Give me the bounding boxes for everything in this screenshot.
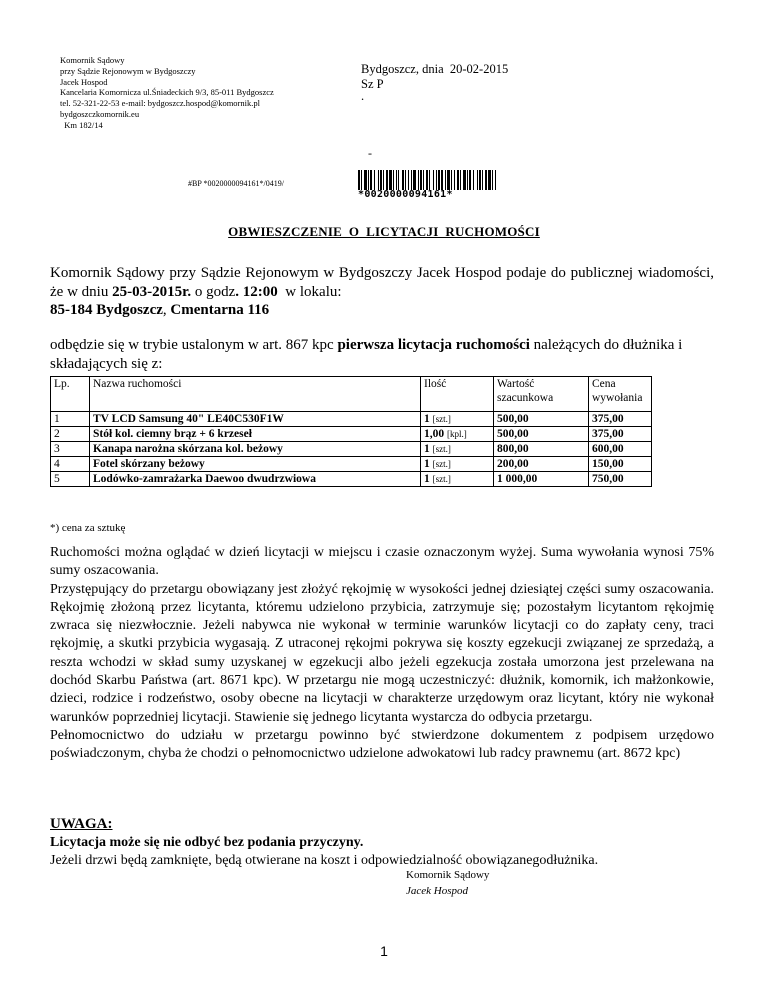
terms-paragraph: Przystępujący do przetargu obowiązany jest złożyć rękojmię w wysokości jednej dziesiątej części sumy oszacowania. Rękojmię złożoną przez licytanta, któremu udzielono przybicia, zatrzymuje się; pozostałym licytantom rękojmię zwraca się niezwłocznie. Jeżeli nabywca nie wykonał w terminie warunków licytacji co do zapłaty ceny, traci rękojmię, a skutki przybicia wygasają. Z utraconej rękojmi pokrywa się koszty egzekucji związanej ze sprzedażą, a reszta wchodzi w skład sumy uzyskanej w egzekucji albo jeżeli egzekucja została umorzona jest przelewana na dochód Skarbu Państwa (art. 8671 kpc). W przetargu nie mogą uczestniczyć: dłużnik, komornik, ich małżonkowie, dzieci, rodzice i rodzeństwo, osoby obecne na licytacji w charakterze urzędowym oraz licytant, który nie wykonał warunków poprzedniej licytacji. Stawienie się jednego licytanta wystarcza do odbycia przetargu. — [50, 581, 714, 725]
barcode — [358, 170, 498, 200]
location-separator: , — [162, 302, 171, 318]
cell-lp: 3 — [51, 442, 90, 457]
items-table — [50, 376, 652, 487]
cell-value: 500,00 — [494, 427, 589, 442]
barcode-bar — [429, 170, 430, 191]
barcode-bar — [413, 170, 416, 191]
barcode-bar — [420, 170, 422, 191]
cell-qty — [421, 472, 494, 487]
office-line: Jacek Hospod — [60, 76, 108, 87]
qty-unit: [szt.] — [432, 444, 451, 454]
header-value: Wartość szacunkowa — [494, 377, 589, 412]
cell-price: 600,00 — [589, 442, 652, 457]
barcode-bar — [477, 170, 478, 191]
barcode-bar — [469, 170, 471, 191]
cell-price: 750,00 — [589, 472, 652, 487]
auction-time: . 12:00 — [235, 283, 278, 300]
table-row — [51, 427, 652, 442]
table-header-row — [51, 377, 652, 412]
intro-text: Komornik Sądowy przy Sądzie Rejonowym w Bydgoszczy Jacek Hospod podaje do publicznej wiadomości, że w dniu — [50, 265, 714, 300]
intro-text: należących do dłużnika i składających się z: — [50, 337, 683, 372]
office-header — [60, 55, 274, 131]
barcode-bar — [441, 170, 443, 191]
reference: Sz P — [361, 77, 384, 91]
terms-text — [50, 544, 714, 764]
barcode-bar — [454, 170, 455, 191]
barcode-bar — [436, 170, 437, 191]
place-date-block — [361, 62, 509, 103]
barcode-bar — [408, 170, 409, 191]
barcode-bar — [460, 170, 461, 191]
cell-name: TV LCD Samsung 40" LE40C530F1W — [90, 412, 421, 427]
header-qty: Ilość — [421, 377, 494, 412]
table-row — [51, 442, 652, 457]
qty-value: 1 — [424, 473, 430, 485]
barcode-bar — [358, 170, 360, 191]
header-name: Nazwa ruchomości — [90, 377, 421, 412]
barcode-bar — [418, 170, 419, 191]
qty-value: 1 — [424, 443, 430, 455]
cell-qty — [421, 412, 494, 427]
bp-code: #BP *0020000094161*/0419/ — [188, 179, 284, 188]
cell-name: Stół kol. ciemny brąz + 6 krzeseł — [90, 427, 421, 442]
terms-paragraph: Pełnomocnictwo do udziału w przetargu powinno być stwierdzone dokumentem z podpisem urzędowo poświadczonym, chyba że chodzi o pełnomocnictwo udzielone adwokatowi lub radcy prawnemu (art. 8672 kpc) — [50, 727, 714, 762]
barcode-bar — [467, 170, 468, 191]
barcode-bar — [378, 170, 379, 191]
barcode-bar — [402, 170, 404, 191]
barcode-bar — [405, 170, 406, 191]
barcode-bar — [438, 170, 440, 191]
barcode-bar — [393, 170, 394, 191]
cell-qty — [421, 442, 494, 457]
cell-lp: 2 — [51, 427, 90, 442]
barcode-bar — [389, 170, 392, 191]
barcode-bar — [374, 170, 375, 191]
cell-qty — [421, 427, 494, 442]
separator-dash: - — [368, 146, 372, 160]
cell-name: Lodówko-zamrażarka Daewoo dwudrzwiowa — [90, 472, 421, 487]
reference-dot: . — [361, 89, 365, 103]
title-text: OBWIESZCZENIE O LICYTACJI RUCHOMOŚCI — [228, 224, 540, 239]
qty-unit: [szt.] — [432, 414, 451, 424]
page-number: 1 — [380, 943, 388, 959]
barcode-bar — [473, 170, 474, 191]
cell-lp: 5 — [51, 472, 90, 487]
intro-paragraph-2 — [50, 336, 714, 373]
office-line: Kancelaria Komornicza ul.Śniadeckich 9/3, 85-011 Bydgoszcz — [60, 87, 274, 98]
cell-name: Kanapa narożna skórzana kol. beżowy — [90, 442, 421, 457]
barcode-bar — [361, 170, 362, 191]
barcode-bar — [485, 170, 487, 191]
barcode-bar — [447, 170, 450, 191]
qty-unit: [kpl.] — [447, 429, 467, 439]
intro-text: o godz — [191, 283, 236, 300]
barcode-bar — [398, 170, 399, 191]
barcode-bar — [368, 170, 369, 191]
page-title — [0, 224, 768, 240]
barcode-bar — [445, 170, 446, 191]
cell-qty — [421, 457, 494, 472]
cell-value: 200,00 — [494, 457, 589, 472]
office-line: bydgoszczkomornik.eu — [60, 108, 140, 119]
cell-value: 500,00 — [494, 412, 589, 427]
barcode-bar — [463, 170, 466, 191]
office-line: przy Sądzie Rejonowym w Bydgoszczy — [60, 65, 196, 76]
cell-lp: 4 — [51, 457, 90, 472]
qty-unit: [szt.] — [432, 474, 451, 484]
table-row — [51, 472, 652, 487]
intro-text: odbędzie się w trybie ustalonym w art. 867 kpc — [50, 337, 338, 353]
auction-date: 25-03-2015r. — [112, 283, 192, 300]
qty-unit: [szt.] — [432, 459, 451, 469]
barcode-text: *0020000094161* — [358, 190, 498, 200]
cell-lp: 1 — [51, 412, 90, 427]
barcode-bar — [411, 170, 412, 191]
warning-title: UWAGA: — [50, 816, 113, 832]
barcode-bar — [492, 170, 493, 191]
barcode-bar — [495, 170, 496, 191]
barcode-bar — [433, 170, 434, 191]
cell-price: 375,00 — [589, 427, 652, 442]
header-price: Cena wywołania — [589, 377, 652, 412]
barcode-bar — [396, 170, 397, 191]
barcode-bar — [457, 170, 459, 191]
warning-text: Jeżeli drzwi będą zamknięte, będą otwierane na koszt i odpowiedzialność obowiązanegodłużnika. — [50, 853, 599, 868]
cell-value: 1 000,00 — [494, 472, 589, 487]
auction-type: pierwsza licytacja ruchomości — [337, 337, 530, 353]
office-line: Km 182/14 — [60, 119, 103, 130]
barcode-bar — [479, 170, 481, 191]
place-date: Bydgoszcz, dnia 20-02-2015 — [361, 62, 509, 76]
qty-value: 1,00 — [424, 428, 445, 440]
barcode-bar — [370, 170, 372, 191]
barcode-bar — [423, 170, 424, 191]
barcode-bar — [482, 170, 483, 191]
signature-role: Komornik Sądowy — [406, 869, 490, 881]
barcode-bar — [380, 170, 382, 191]
qty-value: 1 — [424, 458, 430, 470]
barcode-bar — [364, 170, 367, 191]
intro-paragraph — [50, 264, 714, 320]
office-line: tel. 52-321-22-53 e-mail: bydgoszcz.hospod@komornik.pl — [60, 98, 260, 109]
intro-text: w lokalu: — [277, 283, 342, 300]
barcode-bar — [386, 170, 388, 191]
office-line: Komornik Sądowy — [60, 55, 125, 65]
table-row — [51, 457, 652, 472]
location-city: 85-184 Bydgoszcz — [50, 302, 163, 318]
barcode-bar — [426, 170, 428, 191]
signature-name: Jacek Hospod — [406, 885, 469, 897]
barcode-bar — [451, 170, 452, 191]
cell-value: 800,00 — [494, 442, 589, 457]
terms-paragraph: Ruchomości można oglądać w dzień licytacji w miejscu i czasie oznaczonym wyżej. Suma wywołania wynosi 75% sumy oszacowania. — [50, 545, 714, 579]
table-row — [51, 412, 652, 427]
price-note: *) cena za sztukę — [50, 522, 126, 534]
location-street: Cmentarna 116 — [170, 302, 270, 318]
barcode-bar — [488, 170, 491, 191]
header-lp: Lp. — [51, 377, 90, 412]
cell-price: 150,00 — [589, 457, 652, 472]
barcode-bar — [383, 170, 384, 191]
warning-bold: Licytacja może się nie odbyć bez podania przyczyny. — [50, 835, 364, 850]
cell-name: Fotel skórzany beżowy — [90, 457, 421, 472]
qty-value: 1 — [424, 413, 430, 425]
cell-price: 375,00 — [589, 412, 652, 427]
